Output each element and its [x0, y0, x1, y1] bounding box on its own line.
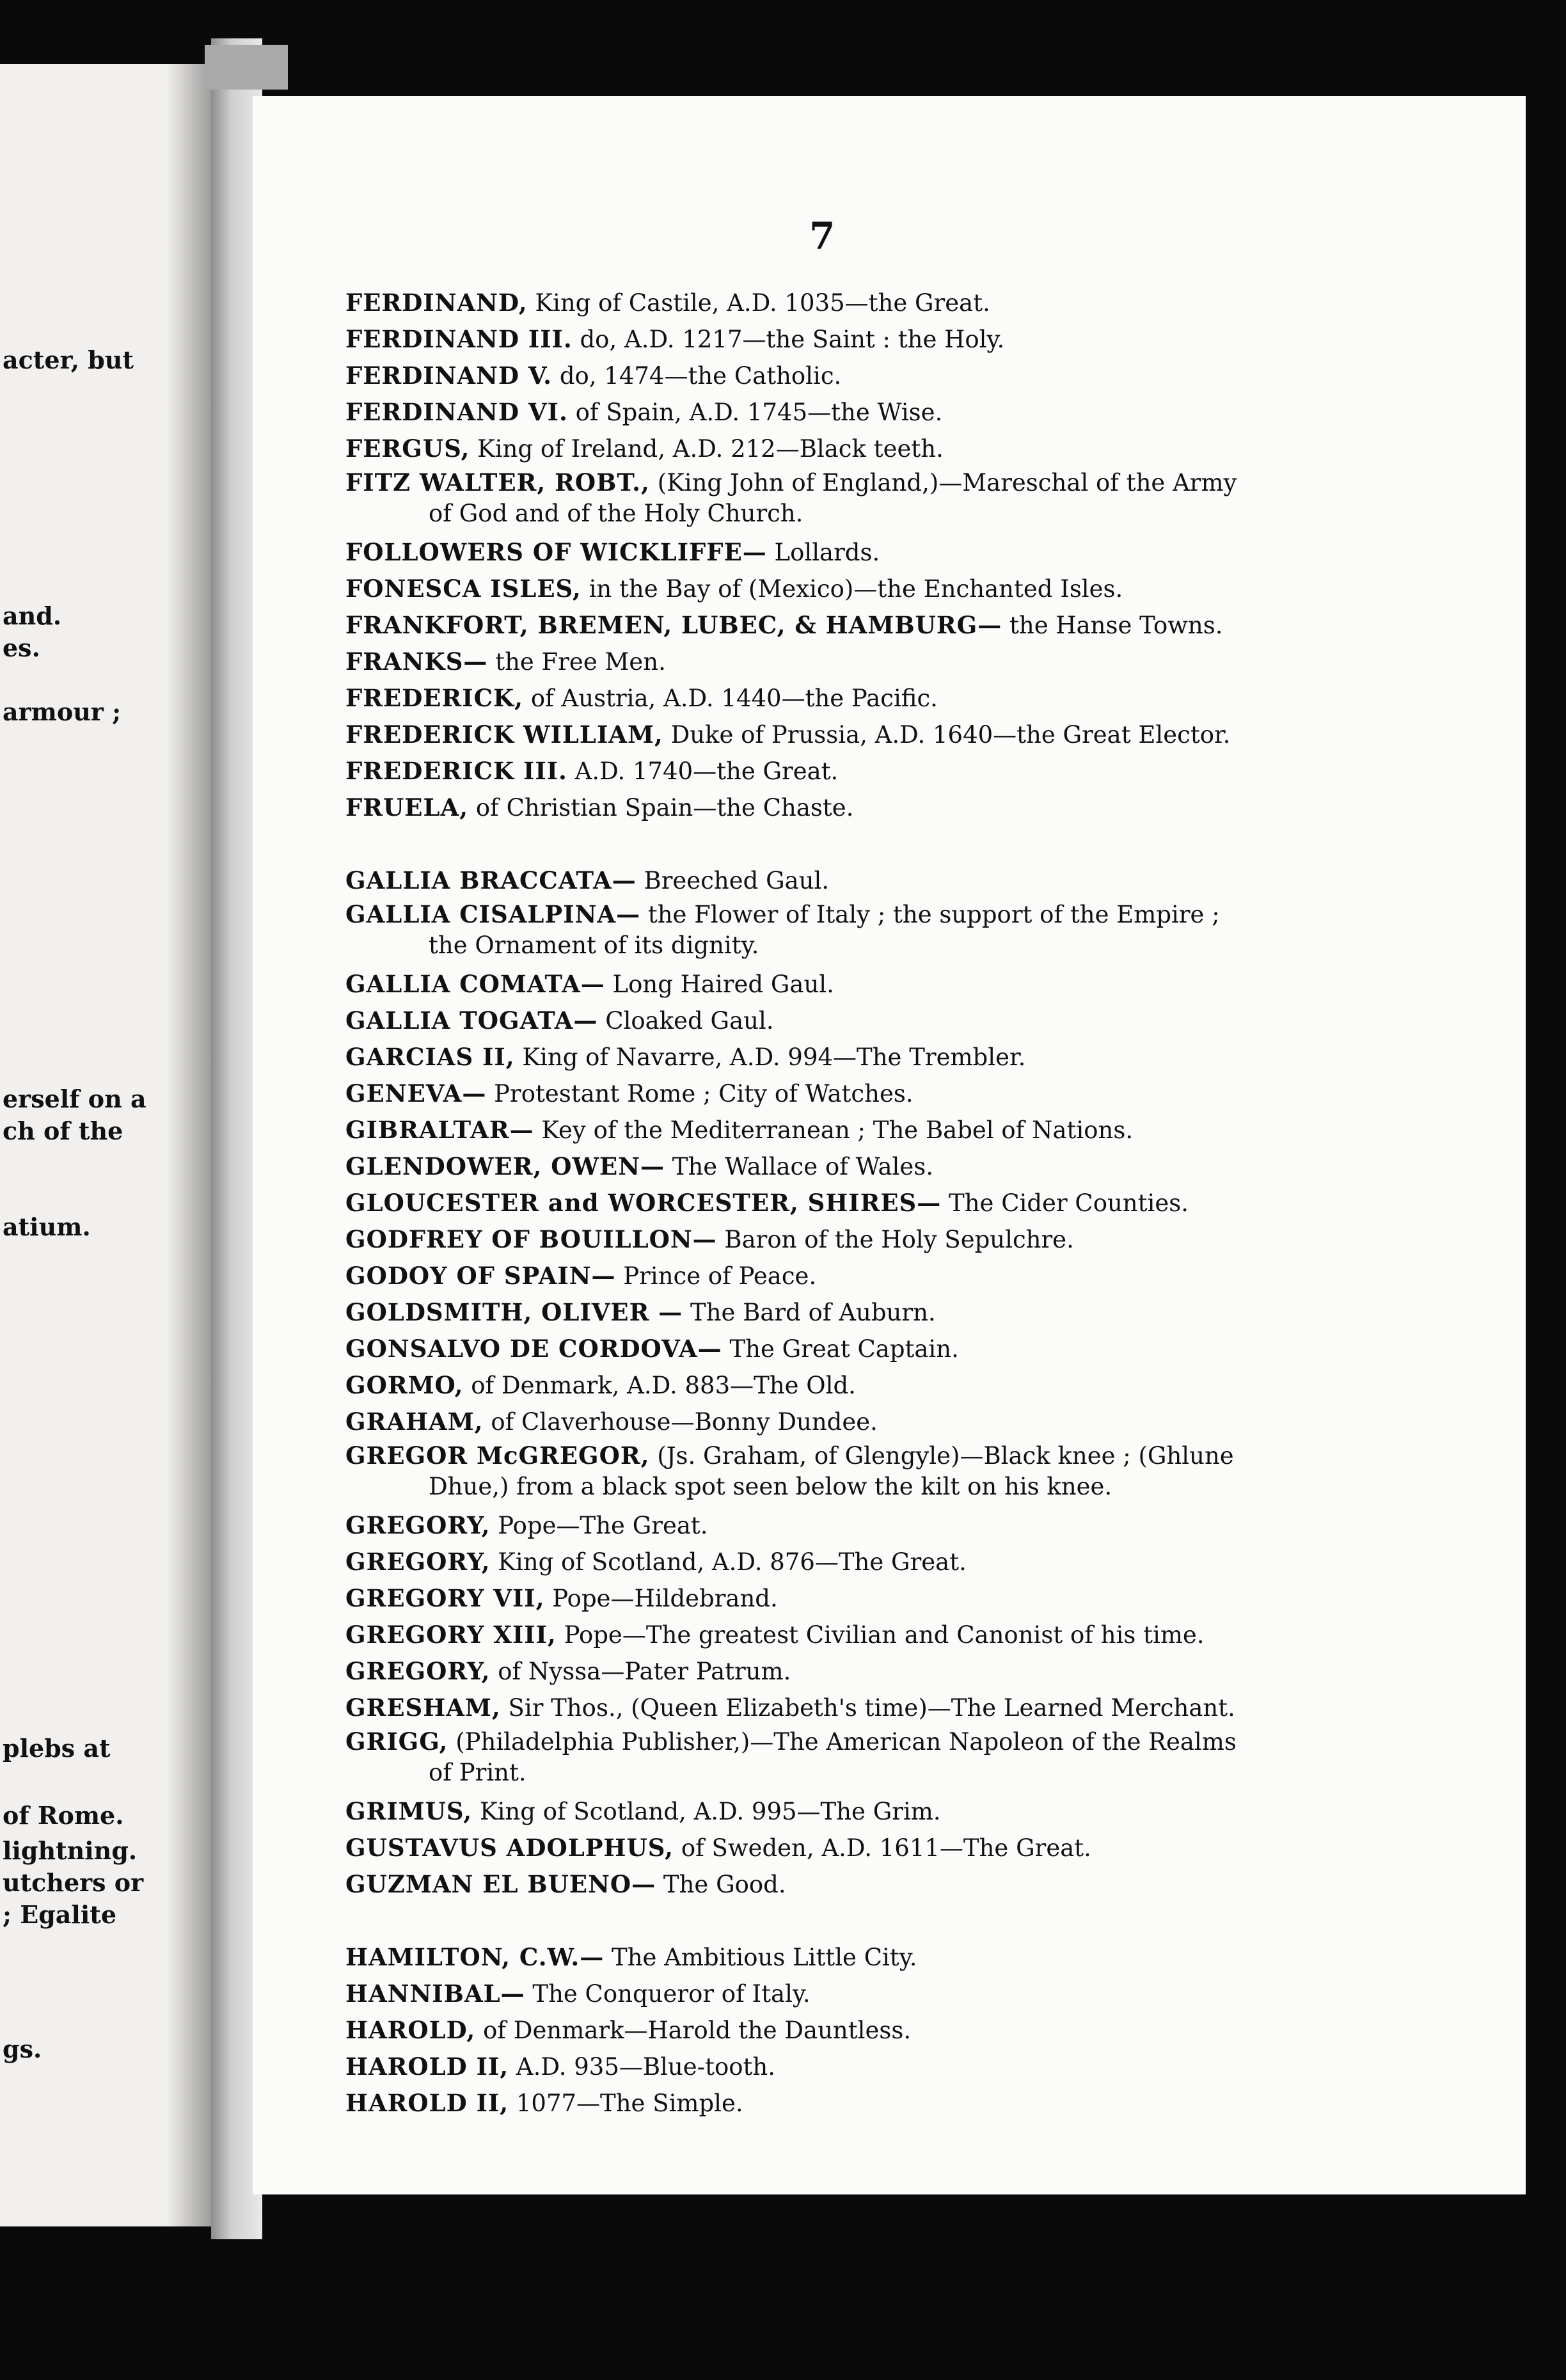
entry-description: Pope—Hildebrand.: [552, 1585, 778, 1612]
entry: [345, 467, 1516, 529]
section-gap: [345, 1903, 1516, 1939]
entry-name: FREDERICK WILLIAM,: [345, 720, 663, 749]
entry-name: GALLIA TOGATA—: [345, 1006, 598, 1035]
entry-name: FERDINAND VI.: [345, 398, 568, 426]
entry-description: the Free Men.: [495, 648, 666, 676]
entry-description: The Bard of Auburn.: [690, 1299, 936, 1326]
entry-name: HAROLD II,: [345, 2089, 509, 2117]
entry: [345, 607, 1516, 644]
entry-description: Pope—The greatest Civilian and Canonist of his time.: [564, 1621, 1205, 1649]
entry-name: GRESHAM,: [345, 1694, 501, 1722]
entry: [345, 1507, 1516, 1544]
entry-name: FRUELA,: [345, 793, 469, 821]
entry: [345, 1075, 1516, 1112]
entry-description: Key of the Mediterranean ; The Babel of Nations.: [541, 1116, 1134, 1144]
entry: [345, 966, 1516, 1003]
section-gap: [345, 826, 1516, 862]
entry: [345, 1544, 1516, 1580]
entry-description: in the Bay of (Mexico)—the Enchanted Isles.: [589, 575, 1123, 603]
entry: [345, 2085, 1516, 2122]
entry: [345, 431, 1516, 467]
entry-continuation: Dhue,) from a black spot seen below the kilt on his knee.: [429, 1473, 1112, 1500]
entry-description: of Nyssa—Pater Patrum.: [498, 1658, 791, 1685]
entry-name: GARCIAS II,: [345, 1043, 515, 1071]
entry-description: (Philadelphia Publisher,)—The American Napoleon of the Realms: [455, 1728, 1237, 1756]
entry-description: The Great Captain.: [729, 1335, 959, 1363]
entry-description: the Hanse Towns.: [1009, 612, 1223, 639]
entry-name: FERDINAND,: [345, 289, 528, 317]
entry-continuation: of Print.: [429, 1759, 526, 1786]
entry-description: King of Ireland, A.D. 212—Black teeth.: [477, 435, 944, 463]
entry-name: GLENDOWER, OWEN—: [345, 1152, 665, 1180]
entry-description: King of Castile, A.D. 1035—the Great.: [535, 289, 990, 317]
entry-name: GOLDSMITH, OLIVER —: [345, 1298, 683, 1326]
entry: [345, 753, 1516, 789]
entry-name: GREGORY,: [345, 1657, 491, 1685]
facing-page-line: ch of the: [3, 1116, 123, 1145]
facing-page-line: and.: [3, 601, 62, 630]
facing-page-line: armour ;: [3, 697, 122, 726]
entry-description: of Denmark—Harold the Dauntless.: [483, 2017, 912, 2044]
entry: [345, 1221, 1516, 1258]
entry: [345, 1003, 1516, 1039]
entry-description: Lollards.: [774, 539, 880, 566]
entry-description: Sir Thos., (Queen Elizabeth's time)—The Learned Merchant.: [508, 1694, 1235, 1722]
entry: [345, 358, 1516, 394]
entry-description: The Ambitious Little City.: [612, 1944, 917, 1971]
facing-page-line: ; Egalite: [3, 1900, 117, 1929]
entry-description: A.D. 1740—the Great.: [574, 758, 839, 785]
entry-description: Baron of the Holy Sepulchre.: [724, 1226, 1074, 1253]
entry-description: of Sweden, A.D. 1611—The Great.: [681, 1834, 1091, 1862]
entry-name: FRANKFORT, BREMEN, LUBEC, & HAMBURG—: [345, 611, 1002, 639]
entry: [345, 1039, 1516, 1075]
entry: [345, 862, 1516, 899]
entry: [345, 1294, 1516, 1331]
entry-name: GALLIA COMATA—: [345, 970, 605, 998]
entry: [345, 1440, 1516, 1502]
entry-continuation: of God and of the Holy Church.: [429, 500, 803, 527]
entry-name: GUSTAVUS ADOLPHUS,: [345, 1834, 674, 1862]
entry-description: Pope—The Great.: [498, 1512, 708, 1539]
entry: [345, 285, 1516, 321]
entry: [345, 644, 1516, 680]
entry: [345, 534, 1516, 571]
entry-name: FERDINAND III.: [345, 325, 573, 353]
entry-list: [345, 285, 1516, 2122]
entry-description: 1077—The Simple.: [516, 2090, 743, 2117]
entry-name: GRIGG,: [345, 1727, 448, 1756]
entry-continuation: the Ornament of its dignity.: [429, 932, 759, 959]
entry-description: The Cider Counties.: [949, 1189, 1189, 1217]
facing-page-line: acter, but: [3, 345, 134, 374]
entry-description: do, 1474—the Catholic.: [559, 362, 842, 390]
entry-name: GRIMUS,: [345, 1797, 473, 1825]
entry: [345, 1690, 1516, 1726]
entry: [345, 1653, 1516, 1690]
entry: [345, 1939, 1516, 1976]
book-page: [253, 96, 1526, 2194]
entry-name: GENEVA—: [345, 1079, 487, 1107]
entry-description: of Denmark, A.D. 883—The Old.: [471, 1372, 856, 1399]
entry-name: GREGORY VII,: [345, 1584, 545, 1612]
entry-description: Breeched Gaul.: [644, 867, 830, 894]
entry-name: GREGORY,: [345, 1548, 491, 1576]
entry: [345, 321, 1516, 358]
entry: [345, 2049, 1516, 2085]
entry: [345, 1148, 1516, 1185]
entry-description: the Flower of Italy ; the support of the Empire ;: [647, 901, 1220, 928]
entry: [345, 1830, 1516, 1866]
entry: [345, 1404, 1516, 1440]
entry: [345, 899, 1516, 961]
entry-name: GORMO,: [345, 1371, 464, 1399]
entry-name: GIBRALTAR—: [345, 1116, 534, 1144]
entry: [345, 1866, 1516, 1903]
facing-page-line: utchers or: [3, 1868, 144, 1897]
entry: [345, 394, 1516, 431]
entry: [345, 1367, 1516, 1404]
entry: [345, 1726, 1516, 1788]
entry-description: of Spain, A.D. 1745—the Wise.: [575, 399, 943, 426]
entry-name: FREDERICK,: [345, 684, 524, 712]
entry-description: of Christian Spain—the Chaste.: [475, 794, 854, 821]
entry: [345, 1976, 1516, 2012]
entry-name: FOLLOWERS OF WICKLIFFE—: [345, 538, 767, 566]
facing-page-line: lightning.: [3, 1836, 138, 1865]
entry-description: (King John of England,)—Mareschal of the Army: [657, 469, 1237, 496]
entry-name: GUZMAN EL BUENO—: [345, 1870, 656, 1898]
facing-page: [0, 64, 211, 2226]
entry-description: The Conqueror of Italy.: [532, 1980, 811, 2008]
entry-description: Long Haired Gaul.: [612, 971, 834, 998]
entry-name: GREGORY,: [345, 1511, 491, 1539]
entry-description: of Austria, A.D. 1440—the Pacific.: [530, 685, 938, 712]
entry-description: do, A.D. 1217—the Saint : the Holy.: [580, 326, 1005, 353]
entry-name: GREGOR McGREGOR,: [345, 1441, 650, 1470]
entry-description: Duke of Prussia, A.D. 1640—the Great Elector.: [670, 721, 1231, 749]
entry: [345, 1617, 1516, 1653]
page-shadow: [166, 64, 211, 2226]
facing-page-line: gs.: [3, 2035, 42, 2063]
entry: [345, 717, 1516, 753]
facing-page-line: atium.: [3, 1212, 91, 1241]
facing-page-line: erself on a: [3, 1084, 146, 1113]
entry: [345, 1185, 1516, 1221]
entry: [345, 1331, 1516, 1367]
facing-page-line: of Rome.: [3, 1801, 124, 1830]
entry-description: The Wallace of Wales.: [672, 1153, 934, 1180]
entry-description: Protestant Rome ; City of Watches.: [494, 1080, 913, 1107]
entry: [345, 680, 1516, 717]
entry: [345, 789, 1516, 826]
entry-name: HAROLD,: [345, 2016, 476, 2044]
entry-name: GLOUCESTER and WORCESTER, SHIRES—: [345, 1189, 942, 1217]
entry-description: King of Navarre, A.D. 994—The Trembler.: [522, 1043, 1026, 1071]
entry-description: (Js. Graham, of Glengyle)—Black knee ; (Ghlune: [657, 1442, 1234, 1470]
entry-name: GODFREY OF BOUILLON—: [345, 1225, 717, 1253]
entry-name: GALLIA BRACCATA—: [345, 866, 637, 894]
entry-description: King of Scotland, A.D. 995—The Grim.: [479, 1798, 941, 1825]
gutter-edge: [205, 45, 288, 90]
entry: [345, 1258, 1516, 1294]
entry-name: GONSALVO DE CORDOVA—: [345, 1335, 722, 1363]
entry-name: FREDERICK III.: [345, 757, 567, 785]
entry-name: FITZ WALTER, ROBT.,: [345, 468, 650, 496]
entry: [345, 1112, 1516, 1148]
facing-page-line: es.: [3, 633, 40, 662]
entry-name: GREGORY XIII,: [345, 1621, 557, 1649]
facing-page-line: plebs at: [3, 1734, 111, 1763]
entry-name: FONESCA ISLES,: [345, 575, 581, 603]
entry: [345, 2012, 1516, 2049]
entry-name: HAROLD II,: [345, 2052, 509, 2081]
entry-description: of Claverhouse—Bonny Dundee.: [491, 1408, 878, 1436]
entry-description: The Good.: [663, 1871, 786, 1898]
entry-name: GRAHAM,: [345, 1408, 484, 1436]
page-number: 7: [809, 214, 835, 258]
entry-description: King of Scotland, A.D. 876—The Great.: [498, 1548, 967, 1576]
entry-description: Cloaked Gaul.: [605, 1007, 774, 1035]
entry-description: Prince of Peace.: [623, 1262, 817, 1290]
entry-description: A.D. 935—Blue-tooth.: [516, 2053, 775, 2081]
entry-name: FERDINAND V.: [345, 361, 553, 390]
entry-name: HANNIBAL—: [345, 1979, 525, 2008]
entry: [345, 1793, 1516, 1830]
entry-name: HAMILTON, C.W.—: [345, 1943, 605, 1971]
entry-name: GODOY OF SPAIN—: [345, 1262, 616, 1290]
entry: [345, 571, 1516, 607]
entry-name: GALLIA CISALPINA—: [345, 900, 641, 928]
entry: [345, 1580, 1516, 1617]
entry-name: FERGUS,: [345, 434, 470, 463]
entry-name: FRANKS—: [345, 647, 488, 676]
